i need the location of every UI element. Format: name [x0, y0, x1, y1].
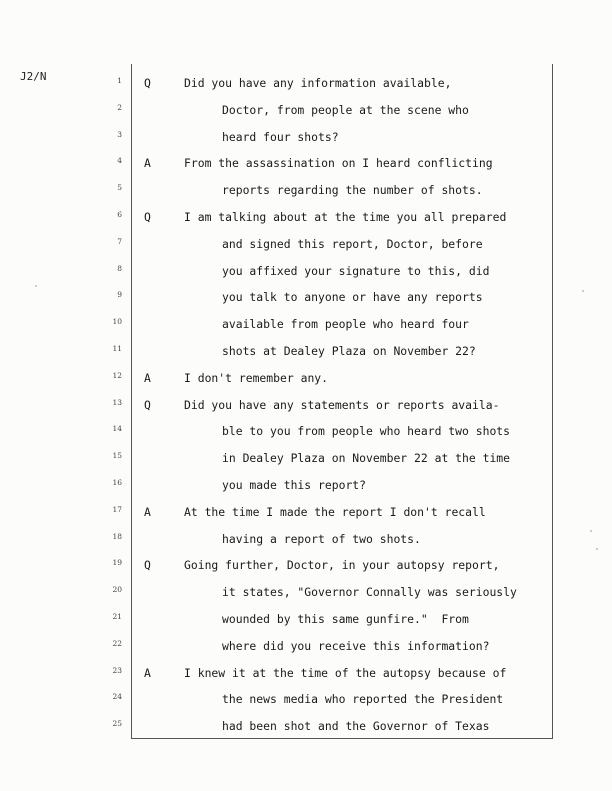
line-text: reports regarding the number of shots. — [222, 183, 483, 197]
speaker-label: Q — [144, 558, 151, 572]
line-number: 22 — [112, 639, 122, 648]
transcript-line — [0, 612, 612, 632]
line-text: available from people who heard four — [222, 317, 469, 331]
line-text: it states, "Governor Connally was seriously — [222, 585, 517, 599]
transcript-line — [0, 666, 612, 686]
line-text: in Dealey Plaza on November 22 at the time — [222, 451, 511, 465]
speaker-label: Q — [144, 398, 151, 412]
line-text: the news media who reported the President — [222, 692, 504, 706]
line-text: you made this report? — [222, 478, 367, 492]
line-number: 14 — [112, 424, 122, 433]
line-text: had been shot and the Governor of Texas — [222, 719, 490, 733]
line-text: you affixed your signature to this, did — [222, 264, 490, 278]
line-number: 2 — [117, 103, 122, 112]
line-text: Did you have any statements or reports availa- — [184, 398, 500, 412]
transcript-line — [0, 210, 612, 230]
line-number: 6 — [117, 210, 122, 219]
line-number: 20 — [112, 585, 122, 594]
line-number: 17 — [112, 505, 122, 514]
line-text: Did you have any information available, — [184, 76, 452, 90]
transcript-line — [0, 478, 612, 498]
line-number: 12 — [112, 371, 122, 380]
line-number: 8 — [117, 264, 122, 273]
line-number: 1 — [117, 76, 122, 85]
line-text: I am talking about at the time you all prepared — [184, 210, 507, 224]
line-number: 21 — [112, 612, 122, 621]
speaker-label: A — [144, 666, 151, 680]
line-text: At the time I made the report I don't recall — [184, 505, 486, 519]
header-mark: J2/N — [20, 70, 47, 83]
line-text: you talk to anyone or have any reports — [222, 290, 483, 304]
transcript-line — [0, 451, 612, 471]
line-number: 10 — [112, 317, 122, 326]
transcript-line — [0, 398, 612, 418]
speaker-label: Q — [144, 76, 151, 90]
line-text: Doctor, from people at the scene who — [222, 103, 469, 117]
transcript-line — [0, 424, 612, 444]
line-text: heard four shots? — [222, 130, 339, 144]
line-number: 19 — [112, 558, 122, 567]
transcript-line — [0, 130, 612, 150]
line-text: wounded by this same gunfire." From — [222, 612, 469, 626]
transcript-line — [0, 183, 612, 203]
transcript-line — [0, 719, 612, 739]
line-number: 5 — [117, 183, 122, 192]
transcript-line — [0, 692, 612, 712]
line-text: From the assassination on I heard conflicting — [184, 156, 493, 170]
transcript-line — [0, 237, 612, 257]
transcript-line — [0, 103, 612, 123]
line-text: and signed this report, Doctor, before — [222, 237, 483, 251]
speaker-label: A — [144, 371, 151, 385]
transcript-line — [0, 371, 612, 391]
transcript-line — [0, 558, 612, 578]
transcript-line — [0, 317, 612, 337]
transcript-line — [0, 290, 612, 310]
speaker-label: Q — [144, 210, 151, 224]
scan-speck — [590, 530, 592, 532]
scan-speck — [35, 285, 37, 287]
transcript-line — [0, 505, 612, 525]
line-number: 7 — [117, 237, 122, 246]
line-number: 18 — [112, 532, 122, 541]
line-number: 24 — [112, 692, 122, 701]
line-text: Going further, Doctor, in your autopsy report, — [184, 558, 500, 572]
transcript-line — [0, 532, 612, 552]
transcript-line — [0, 156, 612, 176]
scan-speck — [596, 548, 598, 550]
line-number: 25 — [112, 719, 122, 728]
transcript-line — [0, 639, 612, 659]
line-text: ble to you from people who heard two shots — [222, 424, 511, 438]
line-number: 11 — [112, 344, 122, 353]
line-number: 23 — [112, 666, 122, 675]
transcript-line — [0, 76, 612, 96]
line-text: I don't remember any. — [184, 371, 329, 385]
transcript-line — [0, 344, 612, 364]
transcript-line — [0, 585, 612, 605]
line-text: where did you receive this information? — [222, 639, 490, 653]
line-text: I knew it at the time of the autopsy because of — [184, 666, 507, 680]
line-number: 16 — [112, 478, 122, 487]
line-number: 4 — [117, 156, 122, 165]
line-text: having a report of two shots. — [222, 532, 421, 546]
line-text: shots at Dealey Plaza on November 22? — [222, 344, 476, 358]
speaker-label: A — [144, 156, 151, 170]
transcript-line — [0, 264, 612, 284]
line-number: 3 — [117, 130, 122, 139]
line-number: 13 — [112, 398, 122, 407]
speaker-label: A — [144, 505, 151, 519]
line-number: 9 — [117, 290, 122, 299]
line-number: 15 — [112, 451, 122, 460]
scan-speck — [582, 290, 584, 292]
